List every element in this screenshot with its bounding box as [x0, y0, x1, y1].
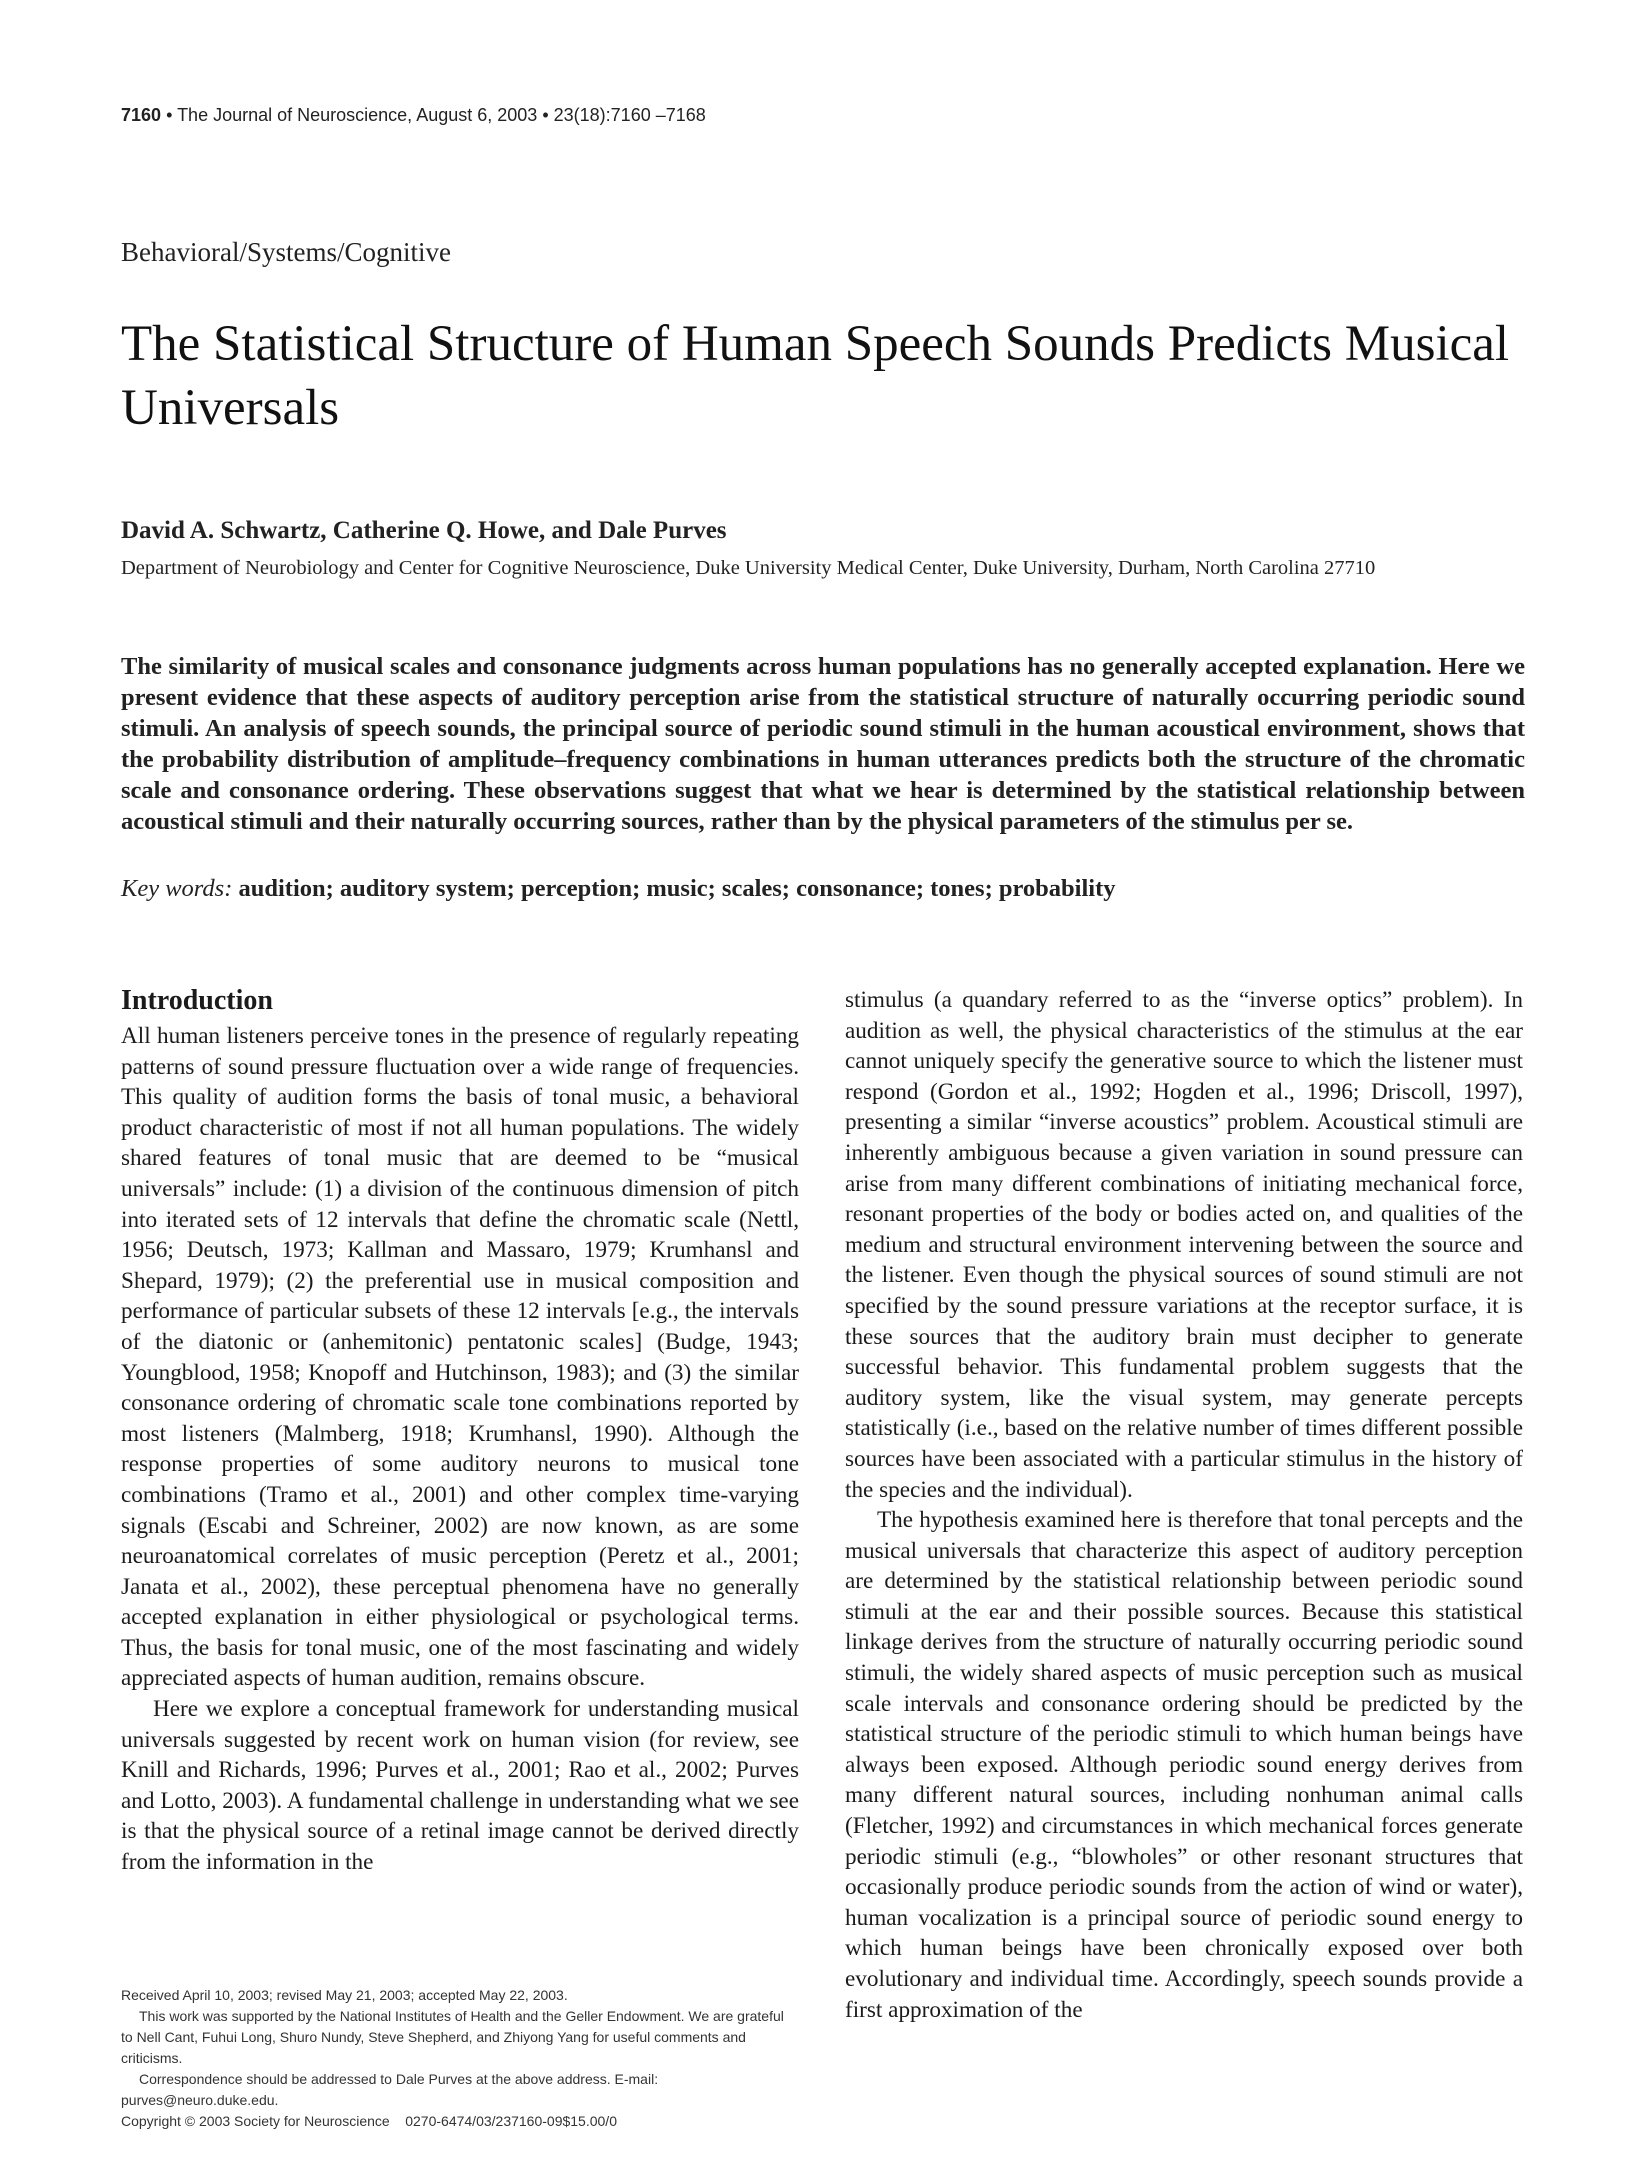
volume-pages: 23(18):7160 –7168 [553, 105, 706, 125]
section-heading-introduction: Introduction [121, 985, 273, 1016]
separator: • [542, 105, 549, 125]
affiliation: Department of Neurobiology and Center for Cognitive Neuroscience, Duke University Medical Center, Duke University, Durham, North Carolina 27710 [121, 557, 1376, 579]
journal-citation: The Journal of Neuroscience, August 6, 2003 [177, 105, 538, 125]
page-number: 7160 [121, 105, 162, 125]
separator: • [166, 105, 173, 125]
abstract: The similarity of musical scales and consonance judgments across human populations has no generally accepted explanation. Here we present evidence that these aspects of auditory perception arise from the statistical structure of naturally occurring periodic sound stimuli. An analysis of speech sounds, the principal source of periodic sound stimuli in the human acoustical environment, shows that the probability distribution of amplitude–frequency combinations in human utterances predicts both the structure of the chromatic scale and consonance ordering. These observations suggest that what we hear is determined by the statistical relationship between acoustical stimuli and their naturally occurring sources, rather than by the physical parameters of the stimulus per se. [121, 653, 1525, 835]
funding-note: This work was supported by the National Institutes of Health and the Geller Endowment. We are grateful to Nell Cant, Fuhui Long, Shuro Nundy, Steve Shepherd, and Zhiyong Yang for useful comments and criticisms. [121, 2008, 784, 2066]
paper-title: The Statistical Structure of Human Speech Sounds Predicts Musical Universals [121, 316, 1510, 436]
footnotes [121, 1985, 791, 2132]
authors: David A. Schwartz, Catherine Q. Howe, and Dale Purves [121, 517, 727, 544]
paragraph: All human listeners perceive tones in the presence of regularly repeating patterns of sound pressure fluctuation over a wide range of frequencies. This quality of audition forms the basis of tonal music, a behavioral product characteristic of most if not all human populations. The widely shared features of tonal music that are deemed to be “musical universals” include: (1) a division of the continuous dimension of pitch into iterated sets of 12 intervals that define the chromatic scale (Nettl, 1956; Deutsch, 1973; Kallman and Massaro, 1979; Krumhansl and Shepard, 1979); (2) the preferential use in musical composition and performance of particular subsets of these 12 intervals [e.g., the intervals of the diatonic or (anhemitonic) pentatonic scales] (Budge, 1943; Youngblood, 1958; Knopoff and Hutchinson, 1983); and (3) the similar consonance ordering of chromatic scale tone combinations reported by most listeners (Malmberg, 1918; Krumhansl, 1990). Although the response properties of some auditory neurons to musical tone combinations (Tramo et al., 2001) and other complex time-varying signals (Escabi and Schreiner, 2002) are now known, as are some neuroanatomical correlates of music perception (Peretz et al., 2001; Janata et al., 2002), these perceptual phenomena have no generally accepted explanation in either physiological or psychological terms. Thus, the basis for tonal music, one of the most fascinating and widely appreciated aspects of human audition, remains obscure. [121, 1023, 799, 1692]
copyright-line: Copyright © 2003 Society for Neuroscience 0270-6474/03/237160-09$15.00/0 [121, 2113, 617, 2129]
right-column [845, 985, 1523, 2025]
received-dates: Received April 10, 2003; revised May 21, 2003; accepted May 22, 2003. [121, 1987, 568, 2003]
paragraph: The hypothesis examined here is therefore that tonal percepts and the musical universals that characterize this aspect of auditory perception are determined by the statistical relationship between periodic sound stimuli at the ear and their possible sources. Because this statistical linkage derives from the structure of naturally occurring periodic sound stimuli, the widely shared aspects of music perception such as musical scale intervals and consonance ordering should be predicted by the statistical structure of the periodic stimuli to which human beings have always been exposed. Although periodic sound energy derives from many different natural sources, including nonhuman animal calls (Fletcher, 1992) and circumstances in which mechanical forces generate periodic stimuli (e.g., “blowholes” or other resonant structures that occasionally produce periodic sounds from the action of wind or water), human vocalization is a principal source of periodic sound energy to which human beings have been chronically exposed over both evolutionary and individual time. Accordingly, speech sounds provide a first approximation of the [845, 1507, 1523, 2023]
keywords-text: audition; auditory system; perception; music; scales; consonance; tones; probability [238, 875, 1116, 902]
keywords-label: Key words: [121, 875, 233, 902]
keywords [121, 873, 1525, 904]
correspondence-note: Correspondence should be addressed to Dale Purves at the above address. E-mail: purves@neuro.duke.edu. [121, 2071, 659, 2108]
paragraph: Here we explore a conceptual framework for understanding musical universals suggested by recent work on human vision (for review, see Knill and Richards, 1996; Purves et al., 2001; Rao et al., 2002; Purves and Lotto, 2003). A fundamental challenge in understanding what we see is that the physical source of a retinal image cannot be derived directly from the information in the [121, 1696, 799, 1876]
paragraph: stimulus (a quandary referred to as the “inverse optics” problem). In audition as well, the physical characteristics of the stimulus at the ear cannot uniquely specify the generative source to which the listener must respond (Gordon et al., 1992; Hogden et al., 1996; Driscoll, 1997), presenting a similar “inverse acoustics” problem. Acoustical stimuli are inherently ambiguous because a given variation in sound pressure can arise from many different combinations of initiating mechanical force, resonant properties of the body or bodies acted on, and qualities of the medium and structural environment intervening between the source and the listener. Even though the physical sources of sound stimuli are not specified by the sound pressure variations at the receptor surface, it is these sources that the auditory brain must decipher to generate successful behavior. This fundamental problem suggests that the auditory system, like the visual system, may generate percepts statistically (i.e., based on the relative number of times different possible sources have been associated with a particular stimulus in the history of the species and the individual). [845, 987, 1523, 1503]
running-head [121, 104, 1521, 126]
section-label: Behavioral/Systems/Cognitive [121, 237, 451, 267]
left-column [121, 985, 799, 1878]
